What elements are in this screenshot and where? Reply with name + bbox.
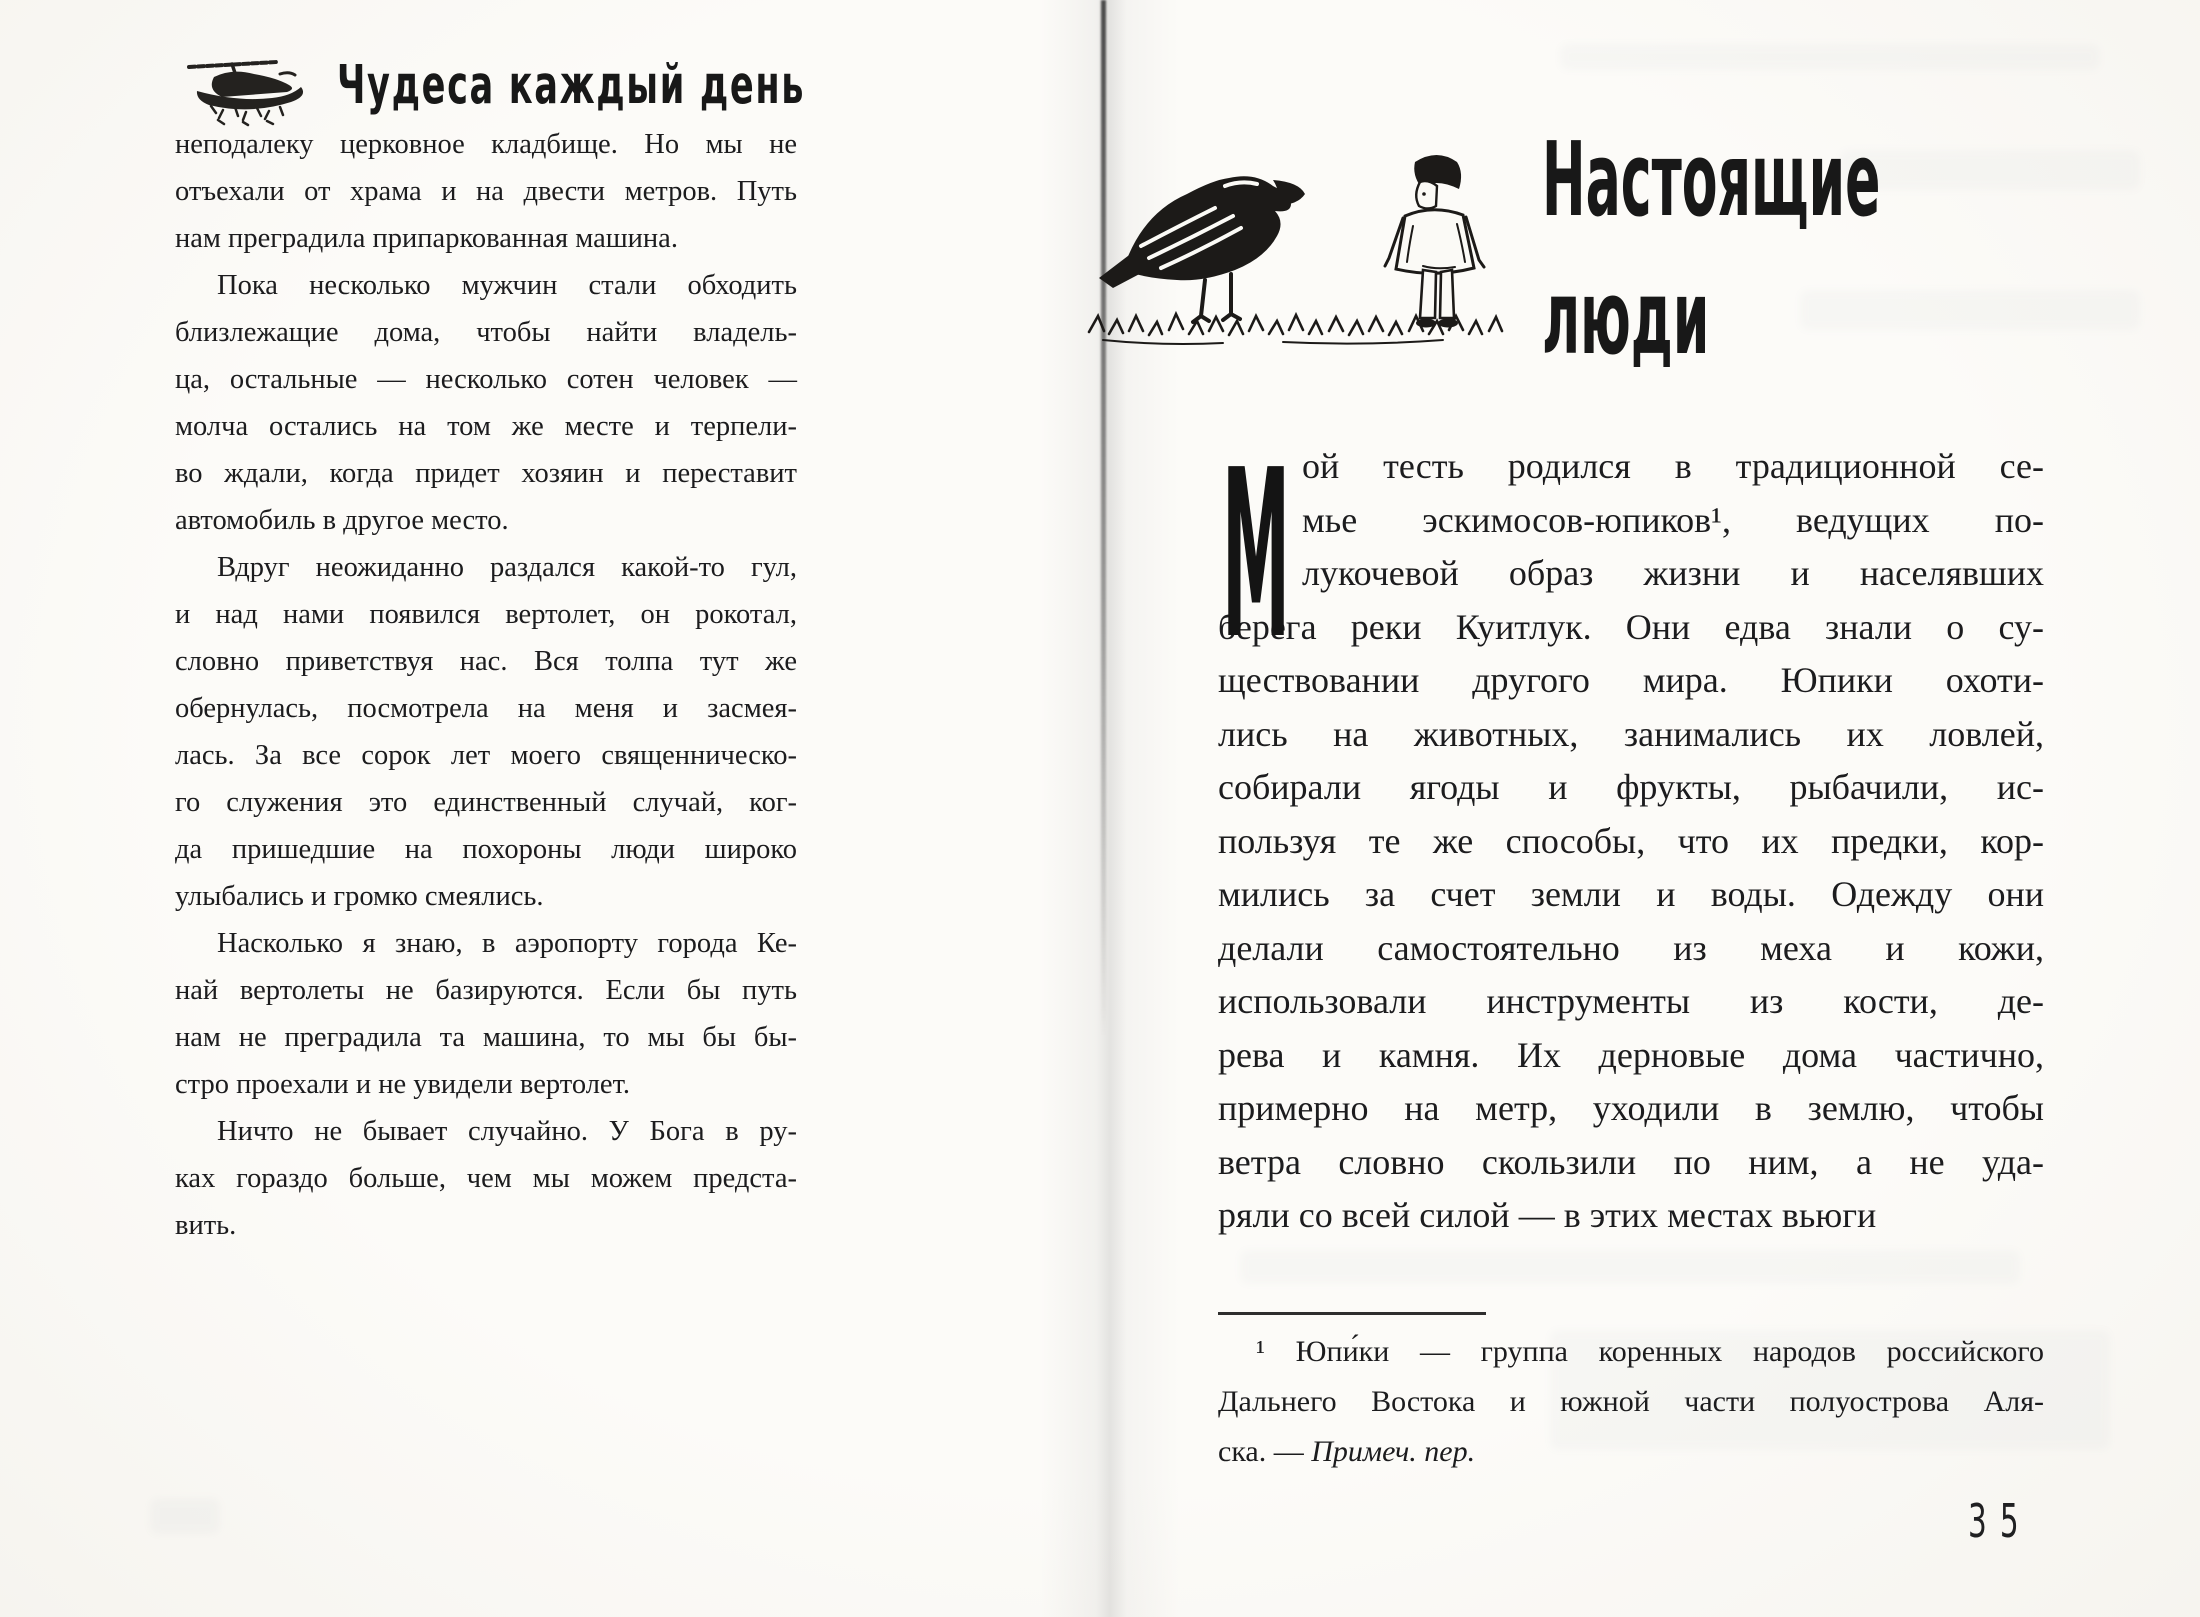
paragraph: [175, 920, 797, 1108]
crow: [1099, 176, 1305, 322]
text-line: неподалеку церковное кладбище. Но мы не: [175, 129, 797, 160]
text-line: молча остались на том же месте и терпели-: [175, 411, 797, 442]
text-line: най вертолеты не базируются. Если бы путь: [175, 975, 797, 1006]
chapter-title-line2: люди: [1542, 258, 1710, 378]
ghost-showthrough: [1240, 1250, 2020, 1284]
footnote-line: ¹ Юпи́ки — группа коренных народов российского: [1256, 1335, 2044, 1368]
footnote-line: Дальнего Востока и южной части полуострова Аля-: [1218, 1385, 2044, 1418]
paragraph: [175, 1108, 797, 1249]
text-line: мье эскимосов-юпиков¹, ведущих по-: [1302, 499, 2044, 540]
paragraph: [175, 121, 797, 262]
text-line: мились за счет земли и воды. Одежду они: [1218, 874, 2044, 914]
text-line: рева и камня. Их дерновые дома частично,: [1218, 1034, 2044, 1075]
text-line: делали самостоятельно из меха и кожи,: [1218, 927, 2044, 968]
text-line: и над нами появился вертолет, он рокотал,: [175, 599, 797, 630]
footnote-translator-note: Примеч. пер.: [1311, 1435, 1476, 1468]
text-line: автомобиль в другое место.: [175, 505, 509, 536]
left-page-text: [175, 121, 797, 1249]
text-line: нам преградила припаркованная машина.: [175, 223, 678, 254]
drop-cap: М: [1222, 422, 1291, 691]
text-line: нам не преградила та машина, то мы бы бы-: [175, 1022, 797, 1053]
text-line: го служения это единственный случай, ког-: [175, 787, 797, 818]
text-line: Насколько я знаю, в аэропорту города Ке-: [217, 928, 797, 959]
text-line: пользуя те же способы, что их предки, кор-: [1218, 820, 2044, 861]
ghost-showthrough: [1560, 44, 2100, 70]
text-line: Вдруг неожиданно раздался какой-то гул,: [217, 552, 797, 583]
text-line: ществовании другого мира. Юпики охоти-: [1218, 660, 2044, 700]
text-line: улыбались и громко смеялись.: [175, 881, 544, 912]
text-line: берега реки Куитлук. Они едва знали о су-: [1218, 606, 2044, 647]
footnote-text: ска. —: [1218, 1435, 1312, 1468]
text-line: ветра словно скользили по ним, а не уда-: [1218, 1141, 2044, 1182]
text-line: использовали инструменты из кости, де-: [1218, 981, 2044, 1021]
text-line: собирали ягоды и фрукты, рыбачили, ис-: [1218, 767, 2044, 807]
paragraph: [175, 262, 797, 544]
text-line: ца, остальные — несколько сотен человек —: [175, 364, 797, 395]
text-line: Ничто не бывает случайно. У Бога в ру-: [217, 1116, 797, 1147]
text-line: ой тесть родился в традиционной се-: [1302, 446, 2044, 486]
boy: [1385, 155, 1484, 328]
ghost-showthrough: [1800, 290, 2140, 330]
helicopter-icon: [183, 50, 333, 128]
text-line: лукочевой образ жизни и населявших: [1302, 553, 2044, 593]
text-line: лась. За все сорок лет моего священническо-: [175, 740, 797, 771]
footnote: [1218, 1327, 2044, 1477]
text-line: примерно на метр, уходили в землю, чтобы: [1218, 1088, 2044, 1128]
running-head-title: Чудеса каждый день: [337, 54, 806, 117]
footnote-line: [1218, 1427, 2044, 1477]
ghost-page-number-showthrough: [150, 1498, 220, 1534]
right-page-text: [1218, 422, 2044, 1243]
text-line: обернулась, посмотрела на меня и засмея-: [175, 693, 797, 724]
text-line: словно приветствуя нас. Вся толпа тут же: [175, 646, 797, 677]
text-line: ках гораздо больше, чем мы можем предста-: [175, 1163, 797, 1194]
text-line: отъехали от храма и на двести метров. Путь: [175, 176, 797, 207]
text-line: стро проехали и не увидели вертолет.: [175, 1069, 631, 1100]
text-line: близлежащие дома, чтобы найти владель-: [175, 317, 797, 348]
text-line: во ждали, когда придет хозяин и переставит: [175, 458, 797, 489]
text-line: вить.: [175, 1210, 237, 1241]
chapter-body: [1218, 422, 2044, 1243]
chapter-title-line1: Настоящие: [1542, 120, 1881, 240]
text-line: да пришедшие на похороны люди широко: [175, 834, 797, 865]
crow-and-boy-illustration: [1083, 116, 1513, 348]
footnote-rule: [1218, 1312, 1486, 1315]
page-number: 35: [1968, 1496, 2032, 1549]
paragraph: [175, 544, 797, 920]
text-line: лись на животных, занимались их ловлей,: [1218, 713, 2044, 754]
ghost-showthrough: [1840, 150, 2140, 190]
text-line: Пока несколько мужчин стали обходить: [217, 270, 797, 301]
text-line: ряли со всей силой — в этих местах вьюги: [1218, 1195, 1877, 1235]
